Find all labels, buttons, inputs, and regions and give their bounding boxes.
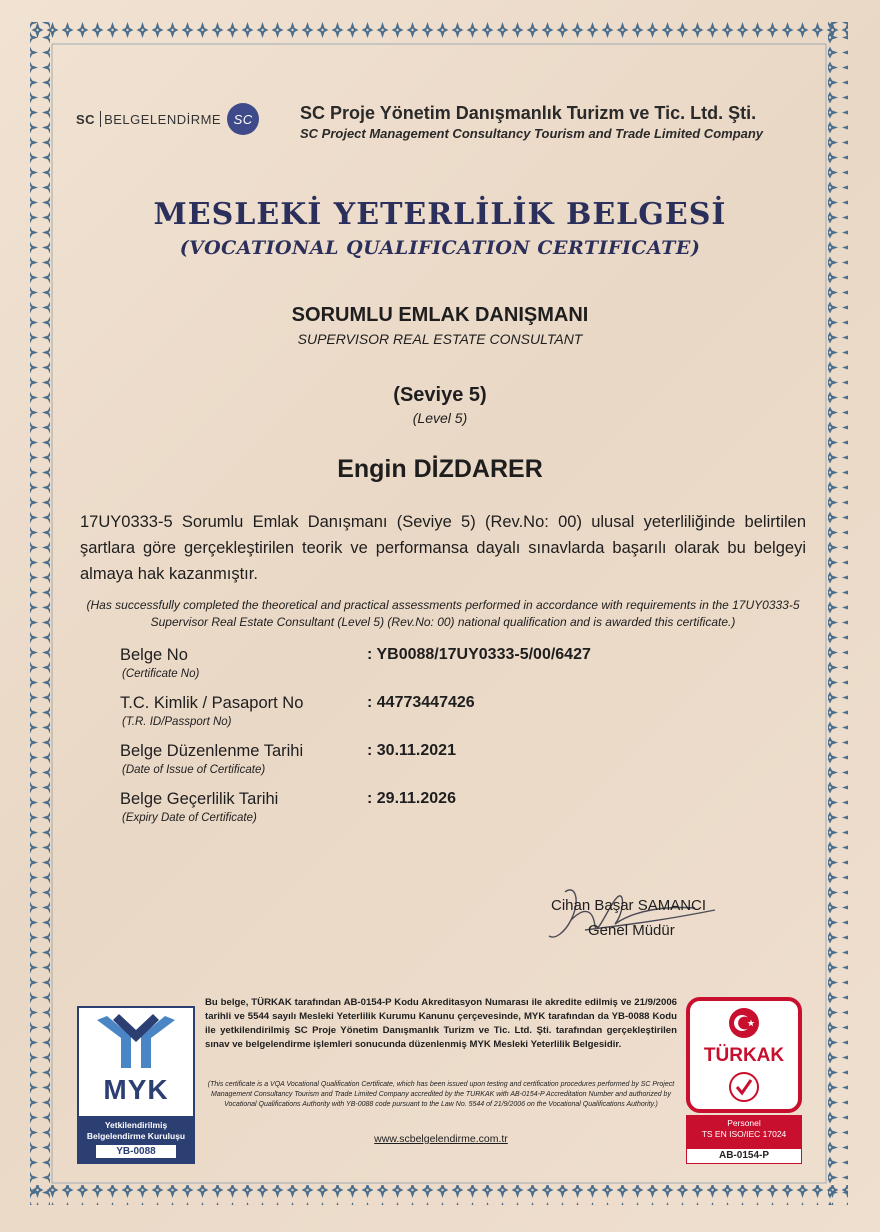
holder-name: Engin DİZDARER [337, 455, 543, 483]
turkak-line2: TS EN ISO/IEC 17024 [701, 1129, 787, 1139]
field-value: : 30.11.2021 [367, 742, 456, 759]
field-sublabel: (Date of Issue of Certificate) [122, 764, 266, 776]
field-value: : 29.11.2026 [367, 790, 456, 807]
turkak-wordmark: TÜRKAK [703, 1045, 785, 1066]
checkmark-icon [728, 1071, 760, 1103]
signatory-title: Genel Müdür [588, 922, 675, 939]
field-value: : 44773447426 [367, 694, 475, 711]
field-certificate-no [120, 646, 720, 694]
field-id-number [120, 694, 720, 742]
signatory-name: Cihan Başar SAMANCI [551, 897, 707, 914]
accreditation-text-tr: Bu belge, TÜRKAK tarafından AB-0154-P Kodu Akreditasyon Numarası ile akredite edilmiş ve 21/9/2006 tarihli ve 5544 sayılı Mesleki Yeterlilik Kurumu Kanunu çerçevesinde, MYK tarafından da YB-0088 Kodu ile yetkilendirilmiş SC Proje Yönetim Danışmanlık Turizm ve Tic. Ltd. Şti. tarafından gerçekleştirilen sınav ve belgelendirme işlemleri sonucunda düzenlenmiş MYK Mesleki Yeterlilik Belgesidir. [205, 997, 677, 1050]
field-sublabel: (T.R. ID/Passport No) [122, 716, 232, 728]
company-name-tr: SC Proje Yönetim Danışmanlık Turizm ve Tic. Ltd. Şti. [300, 103, 757, 123]
myk-band [79, 1116, 193, 1162]
field-label: T.C. Kimlik / Pasaport No [120, 694, 304, 712]
turkak-band [686, 1115, 802, 1148]
myk-line2: Belgelendirme Kuruluşu [86, 1131, 186, 1141]
myk-code: YB-0088 [96, 1145, 176, 1158]
field-issue-date [120, 742, 720, 790]
turkak-line1: Personel [727, 1118, 761, 1128]
website-link[interactable]: www.scbelgelendirme.com.tr [374, 1133, 508, 1145]
logo-bold-text: SC [76, 111, 96, 127]
logo-text: BELGELENDİRME [104, 111, 222, 127]
certificate-title: MESLEKİ YETERLİLİK BELGESİ [153, 197, 727, 232]
qualification-level-en: (Level 5) [412, 410, 468, 426]
field-label: Belge No [120, 646, 188, 664]
company-block [300, 103, 780, 141]
sc-logo-mark: SC [227, 103, 259, 135]
field-expiry-date [120, 790, 720, 838]
myk-line1: Yetkilendirilmiş [104, 1120, 168, 1130]
field-label: Belge Geçerlilik Tarihi [120, 790, 279, 808]
statement-tr: 17UY0333-5 Sorumlu Emlak Danışmanı (Seviye 5) (Rev.No: 00) ulusal yeterliliğinde belirtilen şartlara göre gerçekleştirilen teorik ve performansa dayalı sınavlarda başarılı olarak bu belgeyi almaya hak kazanmıştır. [80, 513, 806, 583]
crescent-star-icon [728, 1007, 760, 1039]
field-value: : YB0088/17UY0333-5/00/6427 [367, 646, 591, 663]
turkak-code: AB-0154-P [686, 1148, 802, 1164]
turkak-badge [686, 997, 802, 1113]
certificate-title-en: (VOCATIONAL QUALIFICATION CERTIFICATE) [179, 237, 701, 259]
handwritten-signature [545, 880, 765, 950]
myk-emblem-icon [79, 1008, 193, 1072]
myk-wordmark: MYK [103, 1074, 169, 1105]
field-label: Belge Düzenlenme Tarihi [120, 742, 304, 760]
statement-en: (Has successfully completed the theoretical and practical assessments performed in accordance with requirements in the 17UY0333-5 Supervisor Real Estate Consultant (Level 5) (Rev.No: 00) national qualification and is awarded this certificate.) [86, 598, 800, 629]
turkak-logo [686, 997, 802, 1165]
accreditation-text-en: (This certificate is a VQA Vocational Qualification Certificate, which has been issued upon testing and certification procedures performed by SC Project Management Consultancy Tourism and Trade Limited Company accredited by the TURKAK with AB-0154-P Accreditation Number and authorized by Vocational Qualifications Authority with YB-0088 code pursuant to the Law No. 5544 of 21/9/2006 on the Vocational Qualifications Authority.) [207, 1081, 675, 1108]
myk-logo [77, 1006, 195, 1164]
logo-divider [100, 111, 101, 127]
field-sublabel: (Certificate No) [122, 668, 200, 680]
qualification-title: SORUMLU EMLAK DANIŞMANI [291, 304, 589, 326]
certificate-fields [120, 646, 720, 838]
company-name-en: SC Project Management Consultancy Tourism and Trade Limited Company [300, 126, 764, 141]
qualification-title-en: SUPERVISOR REAL ESTATE CONSULTANT [297, 331, 583, 347]
qualification-level: (Seviye 5) [393, 384, 487, 406]
sc-belgelendirme-logo [76, 103, 259, 135]
field-sublabel: (Expiry Date of Certificate) [122, 812, 257, 824]
